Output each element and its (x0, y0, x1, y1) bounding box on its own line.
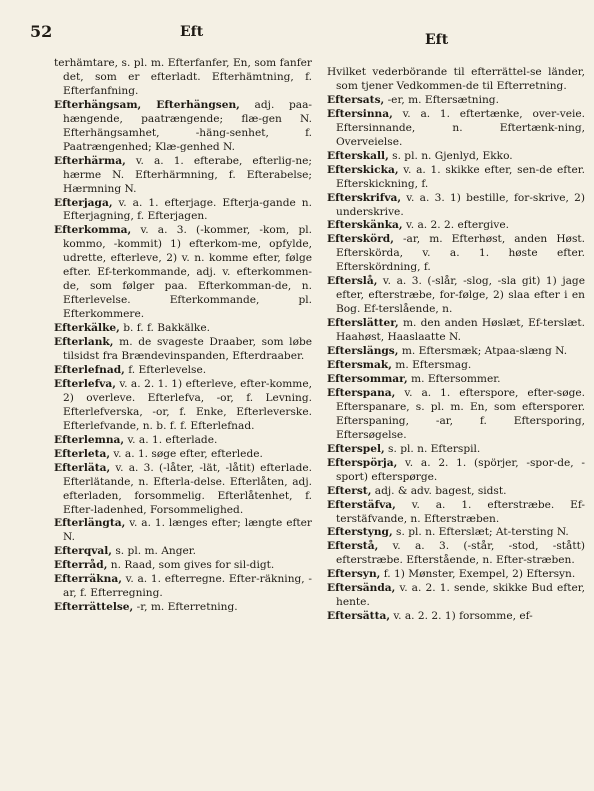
entry-headword: Efterskörd, (327, 233, 394, 246)
entry-definition: v. a. 3. (-slår, -slog, -sla git) 1) jage efter, efterstræbe, for-følge, 2) slaa efter i en Bog. Ef-terslående, n. (336, 275, 585, 316)
entry-headword: Efterskrifva, (327, 191, 402, 204)
dictionary-entry (327, 540, 585, 568)
entry-headword: Efterrättelse, (54, 601, 134, 614)
dictionary-entry (54, 462, 312, 518)
entry-definition: s. pl. n. Efterslæt; At-tersting N. (392, 526, 569, 539)
entry-definition: s. pl. m. Anger. (112, 545, 197, 558)
entry-definition: v. a. 1. efterlade. (124, 433, 218, 446)
dictionary-entry (327, 373, 585, 387)
entry-definition: v. a. 1. efterstræbe. Ef-terstäfvande, n. Efterstræben. (336, 498, 585, 525)
dictionary-entry (327, 150, 585, 164)
entry-definition: f. 1) Mønster, Exempel, 2) Eftersyn. (380, 568, 576, 581)
dictionary-entry (327, 582, 585, 610)
entry-headword: Eftersmak, (327, 359, 392, 372)
entry-definition: v. a. 1. efterabe, efterlig-ne; hærme N. Efterhärmning, f. Efterabelse; Hærmning N. (63, 154, 312, 195)
entry-definition: m. Eftersommer. (407, 372, 501, 385)
entry-definition: v. a. 1. eftertænke, over-veie. Eftersinnande, n. Eftertænk-ning, Overveielse. (336, 107, 585, 148)
dictionary-entry (54, 559, 312, 573)
dictionary-entry (327, 317, 585, 345)
entry-headword: Efterspörja, (327, 456, 398, 469)
dictionary-entry (54, 224, 312, 322)
entry-headword: Efterlank, (54, 336, 114, 349)
entry-headword: Eftersats, (327, 93, 385, 106)
dictionary-entry (54, 517, 312, 545)
entry-definition: m. de svageste Draaber, som løbe tilsidst fra Brændevinspanden, Efterdraaber. (63, 336, 312, 363)
entry-headword: Efterleta, (54, 447, 111, 460)
left-page-header (30, 22, 310, 44)
dictionary-entry (327, 94, 585, 108)
dictionary-entry (54, 434, 312, 448)
entry-headword: Efterjaga, (54, 196, 113, 209)
entry-definition: v. a. 1. efterspore, efter-søge. Efterspanare, s. pl. m. En, som eftersporer. Efterspaning, -ar, f. Eftersporing, Eftersøgelse. (336, 386, 585, 441)
entry-headword: Efterkälke, (54, 322, 120, 335)
right-page-header (300, 30, 580, 52)
dictionary-entry (54, 364, 312, 378)
entry-headword: Efterstäfva, (327, 498, 396, 511)
entry-headword: Eftersyn, (327, 568, 381, 581)
entry-definition: Hvilket vederbörande til efterrättel-se länder, som tjener Vedkommen-de til Efterretning. (327, 66, 585, 92)
entry-definition: s. pl. n. Efterspil. (384, 442, 481, 455)
entry-headword: Eftersinna, (327, 107, 393, 120)
entry-definition: n. Raad, som gives for sil-digt. (107, 559, 275, 572)
entry-headword: Efterhängsam, Efterhängsen, (54, 98, 240, 111)
entry-headword: Efterlefva, (54, 377, 116, 390)
right-running-headword: Eft (425, 32, 449, 48)
right-column (327, 66, 585, 624)
dictionary-entry (54, 378, 312, 434)
dictionary-entry (327, 526, 585, 540)
entry-headword: Eftersätta, (327, 610, 391, 623)
entry-headword: Efterskänka, (327, 219, 403, 232)
entry-definition: v. a. 1. længes efter; længte efter N. (63, 517, 312, 544)
entry-headword: Efterläta, (54, 461, 111, 474)
entry-definition: b. f. f. Bakkälke. (119, 322, 210, 335)
dictionary-entry (327, 108, 585, 150)
entry-definition: f. Efterlevelse. (124, 363, 207, 376)
entry-definition: v. a. 3. 1) bestille, for-skrive, 2) underskrive. (336, 191, 585, 218)
entry-headword: Efterhärma, (54, 154, 126, 167)
dictionary-entry (54, 573, 312, 601)
dictionary-entry (327, 359, 585, 373)
entry-definition: m. den anden Høslæt, Ef-terslæt. Haahøst, Haaslaatte N. (336, 317, 585, 344)
entry-definition: adj. & adv. bagest, sidst. (371, 484, 507, 497)
entry-definition: v. a. 2. 1. sende, skikke Bud efter, hente. (336, 582, 585, 609)
entry-headword: Efterqval, (54, 545, 112, 558)
entry-headword: Efterslängs, (327, 345, 399, 358)
entry-headword: Efterlängta, (54, 517, 126, 530)
dictionary-entry (54, 322, 312, 336)
dictionary-entry (327, 457, 585, 485)
dictionary-entry (54, 99, 312, 155)
entry-headword: Efterspel, (327, 442, 385, 455)
entry-definition: adj. paa-hængende, paatrængende; flæ-gen N. Efterhängsamhet, -häng-senhet, f. Paatrængenhed; Klæ-genhed N. (63, 98, 312, 153)
dictionary-entry (54, 197, 312, 225)
dictionary-entry (54, 545, 312, 559)
entry-definition: terhämtare, s. pl. m. Efterfanfer, En, som fanfer det, som er efterladt. Efterhämtning, f. Efterfanfning. (54, 57, 312, 97)
dictionary-entry (327, 219, 585, 233)
dictionary-entry (54, 448, 312, 462)
entry-headword: Efterstyng, (327, 526, 393, 539)
entry-definition: -er, m. Eftersætning. (384, 93, 499, 106)
dictionary-entry (327, 275, 585, 317)
entry-headword: Efterskicka, (327, 163, 399, 176)
entry-headword: Efterkomma, (54, 224, 132, 237)
entry-headword: Efterst, (327, 484, 372, 497)
entry-headword: Eftersända, (327, 582, 396, 595)
dictionary-entry (54, 336, 312, 364)
page-number: 52 (30, 22, 53, 41)
entry-definition: v. a. 2. 2. 1) forsomme, ef- (390, 610, 533, 623)
entry-definition: m. Eftersmag. (391, 359, 472, 372)
dictionary-entry (327, 568, 585, 582)
entry-headword: Eftersommar, (327, 372, 408, 385)
dictionary-entry (54, 601, 312, 615)
entry-headword: Efterstå, (327, 540, 379, 553)
entry-definition: v. a. 1. efterregne. Efter-räkning, -ar, f. Efterregning. (63, 573, 312, 600)
dictionary-entry (327, 443, 585, 457)
dictionary-entry (327, 164, 585, 192)
entry-headword: Efterspana, (327, 386, 396, 399)
dictionary-entry (327, 192, 585, 220)
dictionary-entry (54, 155, 312, 197)
left-column (54, 57, 312, 615)
entry-definition: v. a. 3. (-låter, -lät, -låtit) efterlade. Efterlätande, n. Efterla-delse. Efterlåten, adj. efterladen, forsommelig. Efterlåtenhet, f. Efter-ladenhed, Forsommelighed. (63, 461, 312, 516)
entry-definition: -ar, m. Efterhøst, anden Høst. Efterskörda, v. a. 1. høste efter. Efterskördning, f. (336, 233, 585, 274)
entry-headword: Efterlefnad, (54, 363, 125, 376)
entry-headword: Efterlemna, (54, 433, 125, 446)
entry-definition: s. pl. n. Gjenlyd, Ekko. (388, 149, 513, 162)
dictionary-entry (54, 57, 312, 99)
entry-definition: v. a. 3. (-står, -stod, -stått) efterstræbe. Efterstående, n. Efter-stræben. (336, 540, 585, 567)
entry-definition: v. a. 2. 1. (spörjer, -spor-de, -sport) efterspørge. (336, 456, 585, 483)
entry-headword: Efterråd, (54, 559, 108, 572)
entry-definition: v. a. 2. 2. eftergive. (402, 219, 510, 232)
dictionary-entry (327, 387, 585, 443)
entry-definition: m. Eftersmæk; Atpaa-slæng N. (398, 345, 568, 358)
dictionary-entry (327, 499, 585, 527)
dictionary-entry (327, 66, 585, 94)
entry-definition: v. a. 3. (-kommer, -kom, pl. kommo, -kommit) 1) efterkom-me, opfylde, udrette, efterleve, 2) v. n. komme efter, følge efter. Ef-terkommande, adj. v. efterkommen-de, som følger paa. Efterkomman-de, n. Efterlevelse. Efterkommande, pl. Efterkommere. (63, 224, 312, 321)
dictionary-entry (327, 233, 585, 275)
dictionary-entry (327, 345, 585, 359)
dictionary-entry (327, 610, 585, 624)
entry-headword: Efterräkna, (54, 573, 122, 586)
entry-definition: -r, m. Efterretning. (133, 601, 238, 614)
entry-definition: v. a. 1. søge efter, efterlede. (110, 447, 263, 460)
entry-headword: Efterskall, (327, 149, 389, 162)
entry-headword: Efterslå, (327, 275, 378, 288)
entry-definition: v. a. 1. efterjage. Efterja-gande n. Efterjagning, f. Efterjagen. (63, 196, 312, 223)
entry-headword: Efterslätter, (327, 317, 399, 330)
left-running-headword: Eft (180, 24, 204, 40)
dictionary-entry (327, 485, 585, 499)
entry-definition: v. a. 2. 1. 1) efterleve, efter-komme, 2) overleve. Efterlefva, -or, f. Levning. Efterlefverska, -or, f. Enke, Efterleverske. Efterlefvande, n. b. f. f. Efterlefnad. (63, 377, 312, 432)
entry-definition: v. a. 1. skikke efter, sen-de efter. Efterskickning, f. (336, 163, 585, 190)
